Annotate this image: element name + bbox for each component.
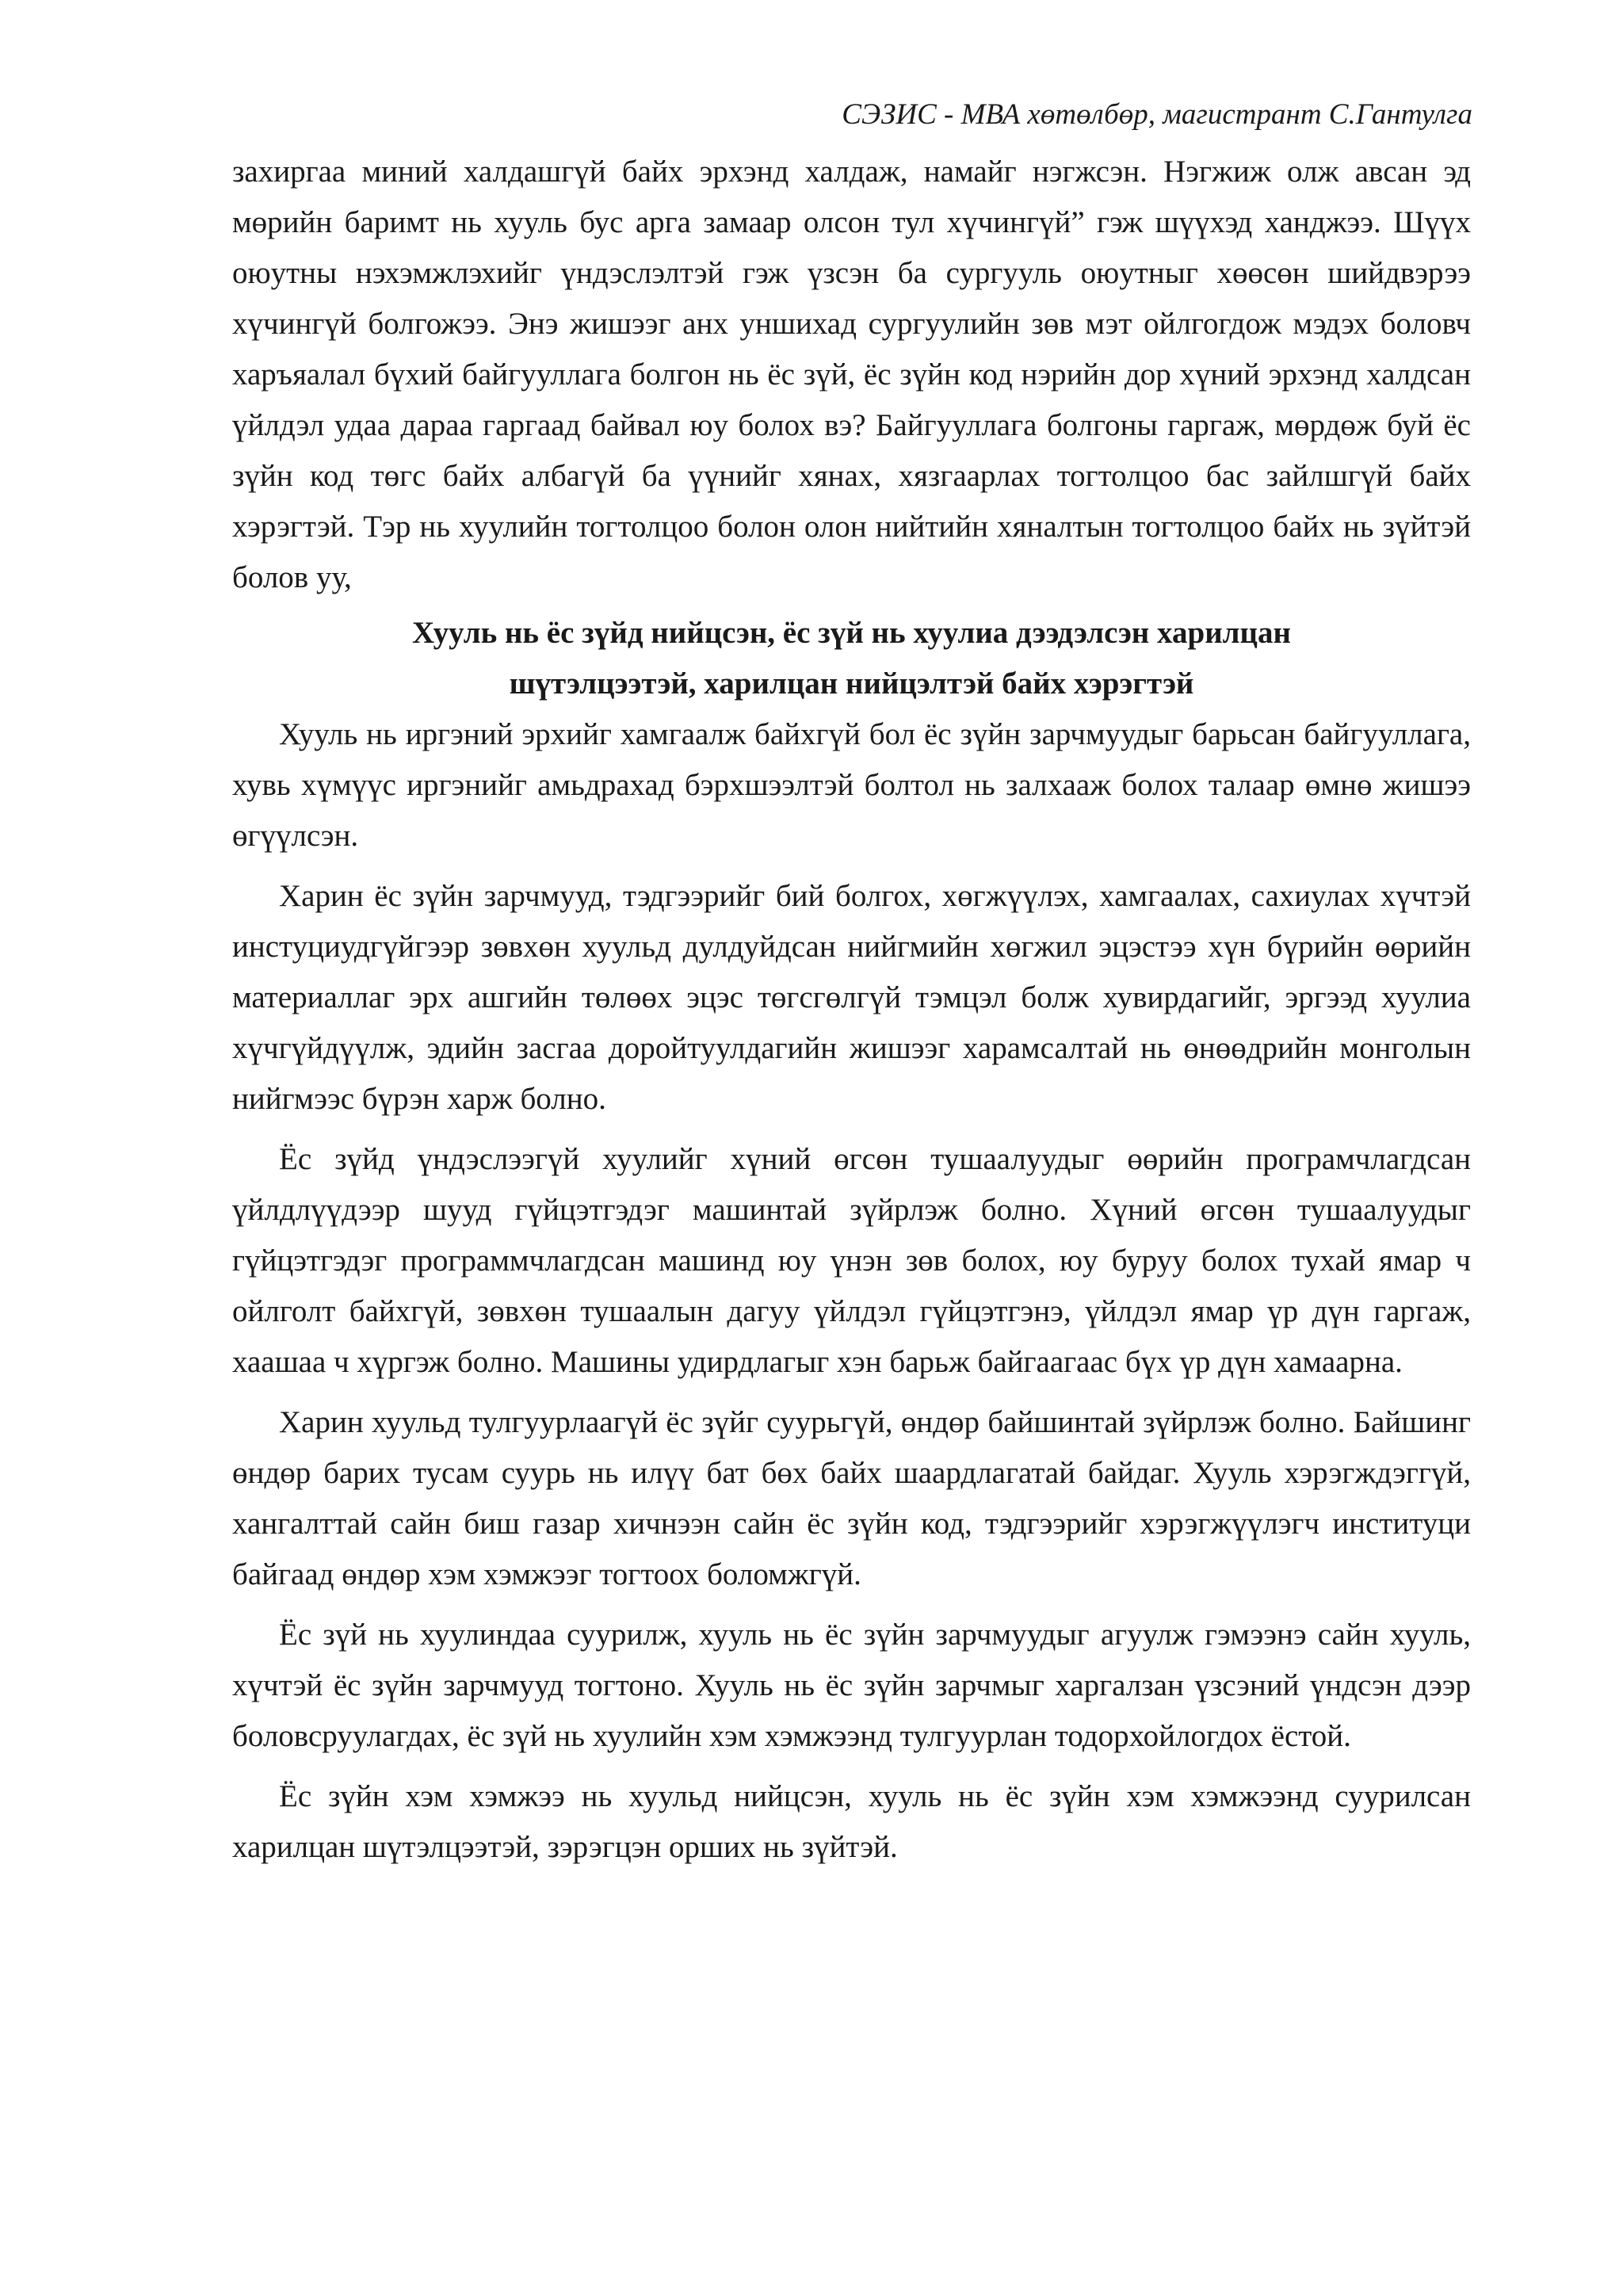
section-heading xyxy=(232,608,1471,709)
section-heading-line-1: Хууль нь ёс зүйд нийцсэн, ёс зүй нь хуулиа дээдэлсэн харилцан xyxy=(412,616,1291,650)
paragraph-1: Хууль нь иргэний эрхийг хамгаалж байхгүй бол ёс зүйн зарчмуудыг барьсан байгууллага, хувь хүмүүс иргэнийг амьдрахад бэрхшээлтэй болтол нь залхааж болох талаар өмнө жишээ өгүүлсэн. xyxy=(232,717,1471,853)
body-text xyxy=(232,147,1471,1873)
intro-paragraph: захиргаа миний халдашгүй байх эрхэнд халдаж, намайг нэгжсэн. Нэгжиж олж авсан эд мөрийн баримт нь хууль бус арга замаар олсон тул хүчингүй” гэж шүүхэд ханджээ. Шүүх оюутны нэхэмжлэхийг үндэслэлтэй гэж үзсэн ба сургууль оюутныг хөөсөн шийдвэрээ хүчингүй болгожээ. Энэ жишээг анх уншихад сургуулийн зөв мэт ойлгогдож мэдэх боловч харъяалал бүхий байгууллага болгон нь ёс зүй, ёс зүйн код нэрийн дор хүний эрхэнд халдсан үйлдэл удаа дараа гаргаад байвал юу болох вэ? Байгууллага болгоны гаргаж, мөрдөж буй ёс зүйн код төгс байх албагүй ба үүнийг хянах, хязгаарлах тогтолцоо бас зайлшгүй байх хэрэгтэй. Тэр нь хуулийн тогтолцоо болон олон нийтийн хяналтын тогтолцоо байх нь зүйтэй болов уу, xyxy=(232,155,1471,594)
paragraph-2: Харин ёс зүйн зарчмууд, тэдгээрийг бий болгох, хөгжүүлэх, хамгаалах, сахиулах хүчтэй инстуциудгүйгээр зөвхөн хуульд дулдуйдсан нийгмийн хөгжил эцэстээ хүн бүрийн өөрийн материаллаг эрх ашгийн төлөөх эцэс төгсгөлгүй тэмцэл болж хувирдагийг, эргээд хуулиа хүчгүйдүүлж, эдийн засгаа доройтуулдагийн жишээг харамсалтай нь өнөөдрийн монголын нийгмээс бүрэн харж болно. xyxy=(232,879,1471,1116)
section-heading-line-2: шүтэлцээтэй, харилцан нийцэлтэй байх хэрэгтэй xyxy=(509,667,1194,701)
paragraph-3: Ёс зүйд үндэслээгүй хуулийг хүний өгсөн тушаалуудыг өөрийн програмчлагдсан үйлдлүүдээр шууд гүйцэтгэдэг машинтай зүйрлэж болно. Хүний өгсөн тушаалуудыг гүйцэтгэдэг программчлагдсан машинд юу үнэн зөв болох, юу буруу болох тухай ямар ч ойлголт байхгүй, зөвхөн тушаалын дагуу үйлдэл гүйцэтгэнэ, үйлдэл ямар үр дүн гаргаж, хаашаа ч хүргэж болно. Машины удирдлагыг хэн барьж байгаагаас бүх үр дүн хамаарна. xyxy=(232,1142,1471,1379)
running-header: СЭЗИС - МВА хөтөлбөр, магистрант С.Гантулга xyxy=(842,98,1472,131)
paragraph-5: Ёс зүй нь хуулиндаа суурилж, хууль нь ёс зүйн зарчмуудыг агуулж гэмээнэ сайн хууль, хүчтэй ёс зүйн зарчмууд тогтоно. Хууль нь ёс зүйн зарчмыг харгалзан үзсэний үндсэн дээр боловсруулагдах, ёс зүй нь хуулийн хэм хэмжээнд тулгуурлан тодорхойлогдох ёстой. xyxy=(232,1618,1471,1753)
paragraph-4: Харин хуульд тулгуурлаагүй ёс зүйг суурьгүй, өндөр байшинтай зүйрлэж болно. Байшинг өндөр барих тусам суурь нь илүү бат бөх байх шаардлагатай байдаг. Хууль хэрэгждэггүй, хангалттай сайн биш газар хичнээн сайн ёс зүйн код, тэдгээрийг хэрэгжүүлэгч институци байгаад өндөр хэм хэмжээг тогтоох боломжгүй. xyxy=(232,1405,1471,1591)
paragraph-6: Ёс зүйн хэм хэмжээ нь хуульд нийцсэн, хууль нь ёс зүйн хэм хэмжээнд суурилсан харилцан шүтэлцээтэй, зэрэгцэн орших нь зүйтэй. xyxy=(232,1779,1471,1864)
